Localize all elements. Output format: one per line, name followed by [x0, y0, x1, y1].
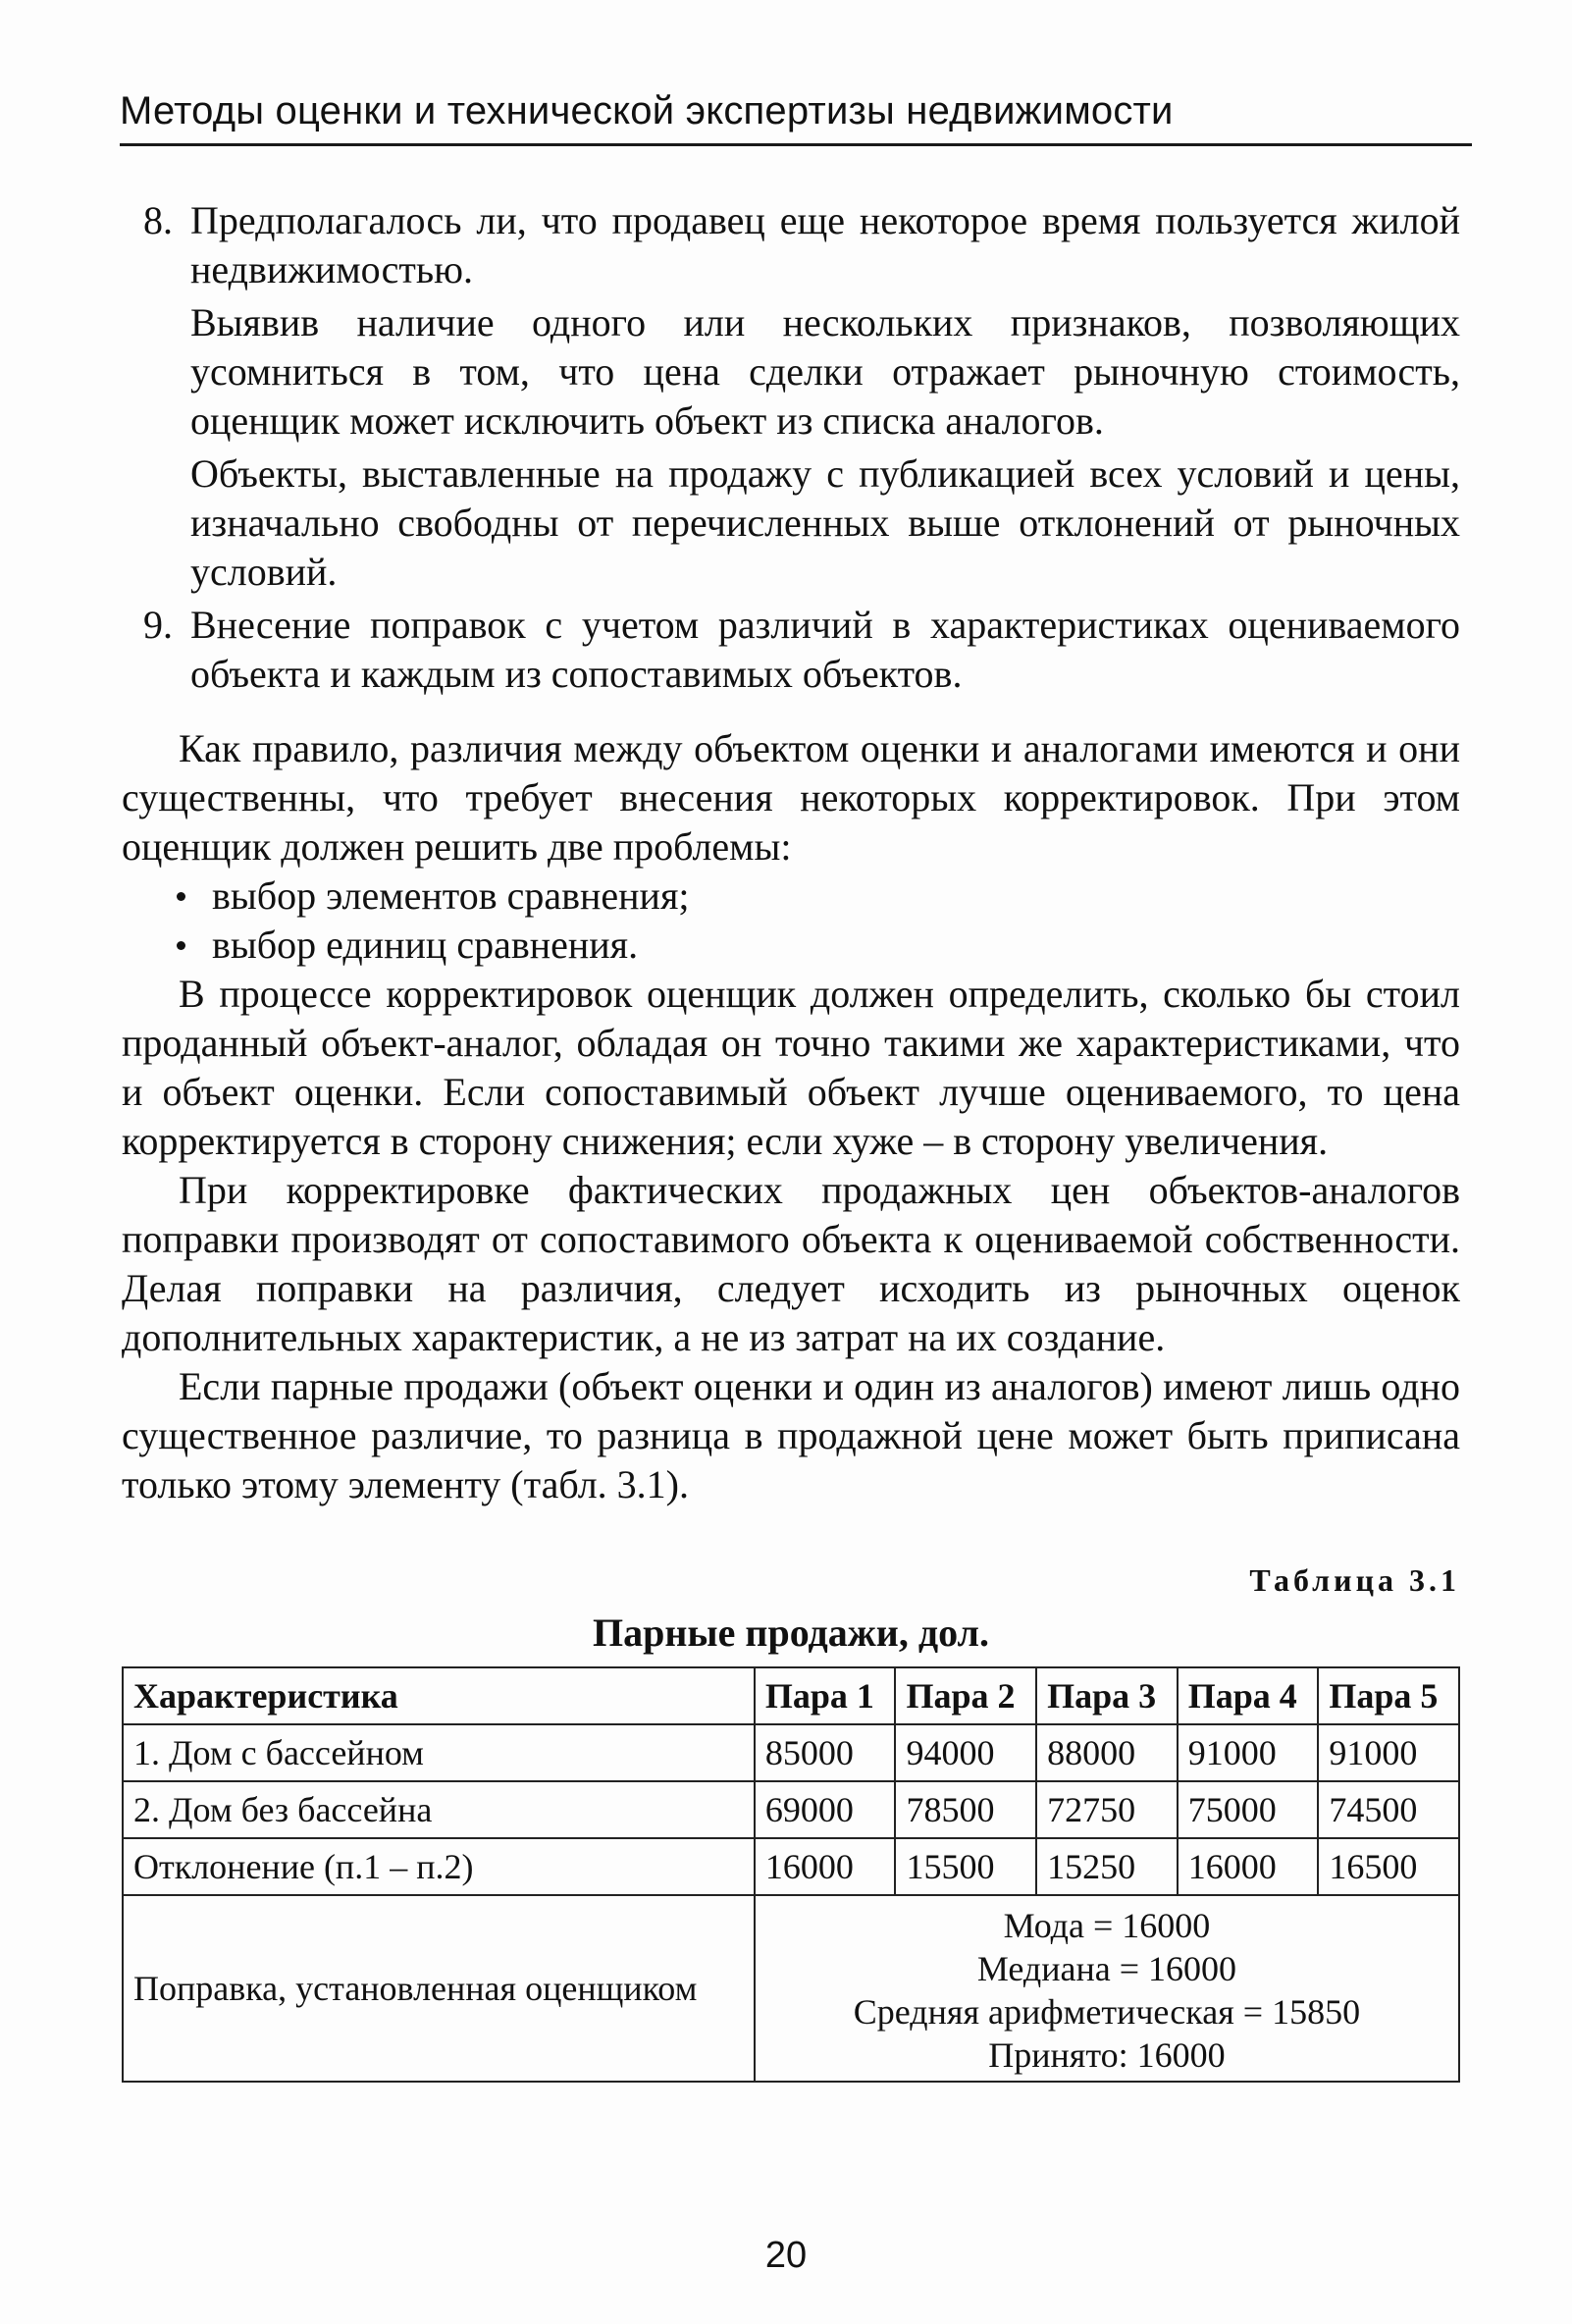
row-label-cell: Отклонение (п.1 – п.2)	[123, 1838, 755, 1895]
row-label-cell: 2. Дом без бассейна	[123, 1781, 755, 1838]
value-cell: 74500	[1318, 1781, 1459, 1838]
bullet-item	[122, 872, 1460, 921]
value-cell: 75000	[1178, 1781, 1319, 1838]
paired-sales-table	[122, 1666, 1460, 2083]
body-paragraph-2: В процессе корректировок оценщик должен определить, сколько бы стоил проданный объект-аналог, обладая он точно такими же характеристиками, что и объект оценки. Если сопоставимый объект лучше оцениваемого, то цена корректируется в сторону снижения; если хуже – в сторону увеличения.	[122, 972, 1460, 1163]
column-header: Пара 2	[895, 1667, 1036, 1724]
value-cell: 85000	[755, 1724, 896, 1781]
page-content	[122, 196, 1460, 2083]
item-paragraph: Внесение поправок с учетом различий в характеристиках оцениваемого объекта и каждым из сопоставимых объектов.	[190, 603, 1460, 696]
body-paragraph-1: Как правило, различия между объектом оценки и аналогами имеются и они существенны, что требует внесения некоторых корректировок. При этом оценщик должен решить две проблемы:	[122, 726, 1460, 869]
numbered-item-9: 9. Внесение поправок с учетом различий в характеристиках оцениваемого объекта и каждым из сопоставимых объектов.	[122, 601, 1460, 699]
item-paragraph: Предполагалось ли, что продавец еще некоторое время пользуется жилой недвижимостью.	[190, 198, 1460, 291]
body-paragraph-3: При корректировке фактических продажных цен объектов-аналогов поправки производят от сопоставимого объекта к оцениваемой собственности. Делая поправки на различия, следует исходить из рыночных оценок дополнительных характеристик, а не из затрат на их создание.	[122, 1168, 1460, 1359]
table-title: Парные продажи, дол.	[593, 1611, 989, 1655]
bullet-text: выбор единиц сравнения.	[212, 923, 639, 967]
numbered-item-8: 8. Предполагалось ли, что продавец еще некоторое время пользуется жилой недвижимостью. Выявив наличие одного или нескольких признаков, позволяющих усомниться в том, что цена сделки отражает рыночную стоимость, оценщик может исключить объект из списка аналогов. Объекты, выставленные на продажу с публикацией всех условий и цены, изначально свободны от перечисленных выше отклонений от рыночных условий.	[122, 196, 1460, 597]
value-cell: 72750	[1036, 1781, 1178, 1838]
table-row	[123, 1838, 1459, 1895]
item-paragraph: Выявив наличие одного или нескольких признаков, позволяющих усомниться в том, что цена сделки отражает рыночную стоимость, оценщик может исключить объект из списка аналогов.	[190, 300, 1460, 443]
adjustment-line: Принято: 16000	[988, 2035, 1226, 2075]
item-paragraph: Объекты, выставленные на продажу с публикацией всех условий и цены, изначально свободны от перечисленных выше отклонений от рыночных условий.	[190, 451, 1460, 594]
table-caption: Таблица 3.1	[1249, 1562, 1460, 1598]
numbered-list	[122, 196, 1460, 699]
adjustment-line: Медиана = 16000	[976, 1949, 1236, 1988]
bullet-dot-icon	[177, 941, 185, 950]
value-cell: 88000	[1036, 1724, 1178, 1781]
value-cell: 16000	[1178, 1838, 1319, 1895]
page-number: 20	[764, 2235, 808, 2276]
value-cell: 15250	[1036, 1838, 1178, 1895]
bullet-item	[122, 921, 1460, 970]
column-header: Пара 3	[1036, 1667, 1178, 1724]
value-cell: 78500	[895, 1781, 1036, 1838]
row-label-cell: 1. Дом с бассейном	[123, 1724, 755, 1781]
table-header-row	[123, 1667, 1459, 1724]
value-cell: 94000	[895, 1724, 1036, 1781]
value-cell: 91000	[1178, 1724, 1319, 1781]
bullet-dot-icon	[177, 892, 185, 901]
column-header: Пара 5	[1318, 1667, 1459, 1724]
column-header: Пара 1	[755, 1667, 896, 1724]
adjustment-label: Поправка, установленная оценщиком	[123, 1895, 755, 2082]
value-cell: 16000	[755, 1838, 896, 1895]
table-row-adjustment	[123, 1895, 1459, 2082]
table-row	[123, 1781, 1459, 1838]
table-row	[123, 1724, 1459, 1781]
column-header: Характеристика	[123, 1667, 755, 1724]
value-cell: 16500	[1318, 1838, 1459, 1895]
adjustment-values	[755, 1895, 1459, 2082]
body-paragraph-4: Если парные продажи (объект оценки и один из аналогов) имеют лишь одно существенное различие, то разница в продажной цене может быть приписана только этому элементу (табл. 3.1).	[122, 1364, 1460, 1506]
bullet-list	[122, 872, 1460, 970]
value-cell: 69000	[755, 1781, 896, 1838]
bullet-text: выбор элементов сравнения;	[212, 873, 690, 918]
column-header: Пара 4	[1178, 1667, 1319, 1724]
value-cell: 15500	[895, 1838, 1036, 1895]
adjustment-line: Мода = 16000	[1003, 1906, 1211, 1945]
adjustment-line: Средняя арифметическая = 15850	[853, 1992, 1361, 2032]
value-cell: 91000	[1318, 1724, 1459, 1781]
running-header: Методы оценки и технической экспертизы недвижимости	[120, 86, 1472, 146]
